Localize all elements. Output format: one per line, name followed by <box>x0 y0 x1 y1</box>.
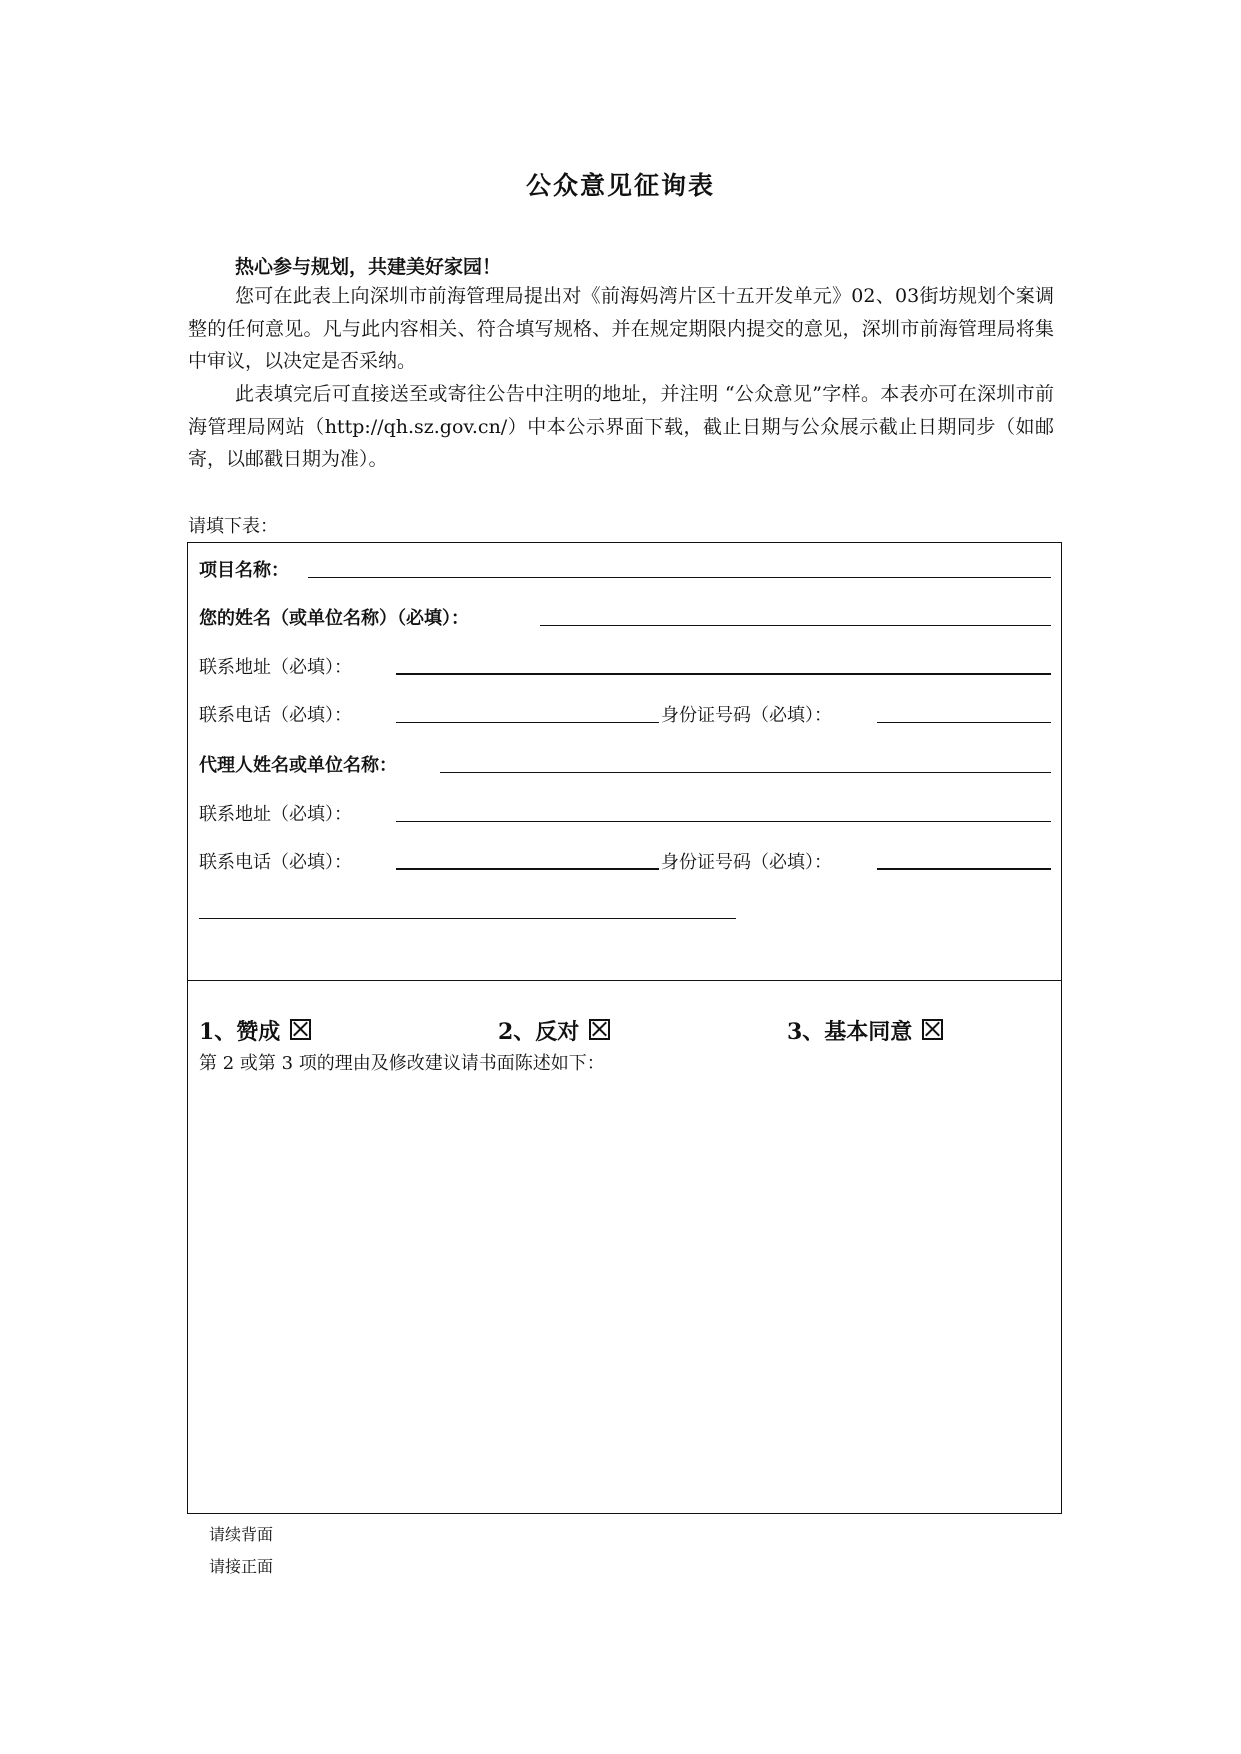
choice-basically-agree-label: 3、基本同意 <box>787 1019 913 1045</box>
agent-name-label: 代理人姓名或单位名称： <box>199 755 397 776</box>
agent-id-number-label: 身份证号码（必填）： <box>661 852 832 873</box>
footer-continue-front: 请接正面 <box>209 1557 274 1576</box>
intro-paragraph-2: 此表填完后可直接送至或寄往公告中注明的地址，并注明 “公众意见”字样。本表亦可在深圳市前海管理局网站（http://qh.sz.gov.cn/）中本公示界面下载，截止日期与公众展示截止日期同步（如邮寄，以邮戳日期为准）。 <box>188 383 1054 470</box>
agent-id-number-field[interactable] <box>877 868 1051 870</box>
agent-address-field[interactable] <box>396 821 1051 822</box>
extra-field[interactable] <box>199 918 736 919</box>
phone-field[interactable] <box>396 722 659 723</box>
your-name-label: 您的姓名（或单位名称）（必填）： <box>199 608 469 629</box>
checkbox-icon[interactable] <box>290 1019 311 1040</box>
checkbox-icon[interactable] <box>589 1019 610 1040</box>
choice-approve-label: 1、赞成 <box>199 1019 281 1045</box>
address-label: 联系地址（必填）： <box>199 657 352 678</box>
page-title: 公众意见征询表 <box>525 171 715 200</box>
agent-name-field[interactable] <box>440 772 1051 773</box>
section-divider <box>187 980 1062 981</box>
slogan: 热心参与规划，共建美好家园！ <box>235 256 502 278</box>
agent-phone-field[interactable] <box>396 868 659 870</box>
address-field[interactable] <box>396 673 1051 675</box>
id-number-label: 身份证号码（必填）： <box>661 705 832 726</box>
agent-address-label: 联系地址（必填）： <box>199 804 352 825</box>
your-name-field[interactable] <box>540 625 1051 626</box>
choice-basically-agree[interactable] <box>787 1015 943 1046</box>
project-name-field[interactable] <box>308 577 1051 578</box>
intro-paragraph-1: 您可在此表上向深圳市前海管理局提出对《前海妈湾片区十五开发单元》02、03街坊规划个案调整的任何意见。凡与此内容相关、符合填写规格、并在规定期限内提交的意见，深圳市前海管理局将集中审议，以决定是否采纳。 <box>188 285 1054 372</box>
choice-oppose[interactable] <box>498 1015 610 1046</box>
reason-prompt: 第 2 或第 3 项的理由及修改建议请书面陈述如下： <box>199 1053 605 1074</box>
project-name-label: 项目名称： <box>199 560 289 581</box>
checkbox-icon[interactable] <box>922 1019 943 1040</box>
choice-oppose-label: 2、反对 <box>498 1019 580 1045</box>
id-number-field[interactable] <box>877 722 1051 723</box>
fill-prompt: 请填下表： <box>188 516 278 537</box>
agent-phone-label: 联系电话（必填）： <box>199 852 352 873</box>
reason-text-area[interactable] <box>199 1080 1049 1500</box>
footer-continue-back: 请续背面 <box>209 1525 274 1544</box>
phone-label: 联系电话（必填）： <box>199 705 352 726</box>
choice-approve[interactable] <box>199 1015 311 1046</box>
